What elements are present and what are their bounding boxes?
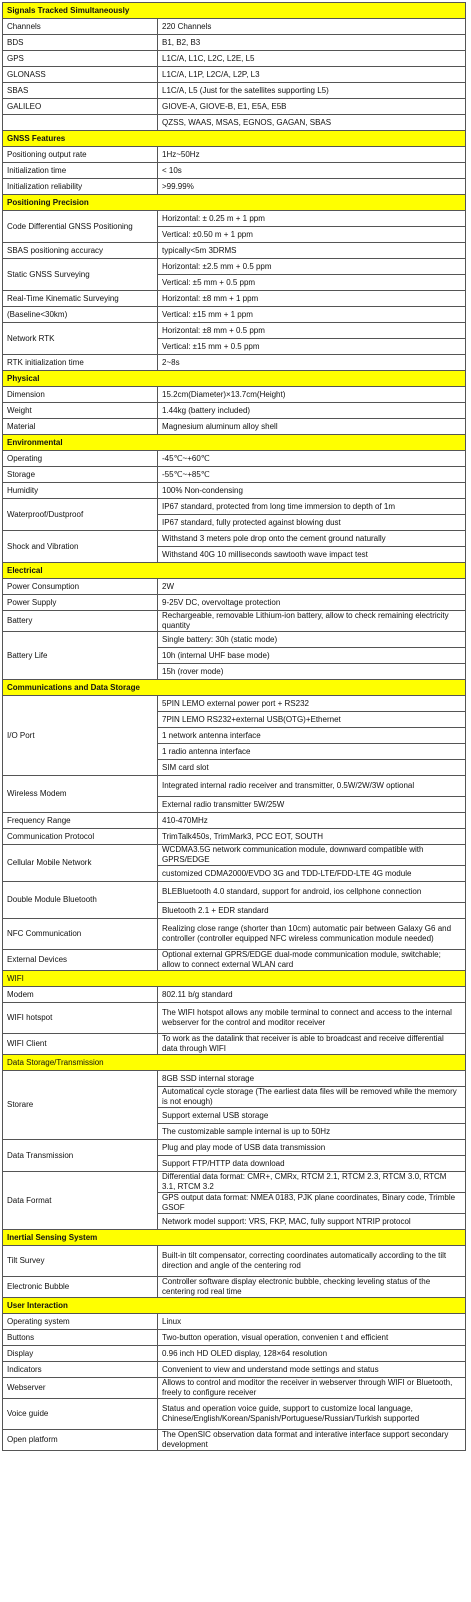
spec-label: Buttons bbox=[3, 1330, 158, 1346]
spec-label: Modem bbox=[3, 987, 158, 1003]
spec-row bbox=[3, 531, 466, 547]
spec-value: The OpenSIC observation data format and interative interface support secondary development bbox=[158, 1430, 466, 1451]
spec-value: B1, B2, B3 bbox=[158, 35, 466, 51]
section-title: Signals Tracked Simultaneously bbox=[3, 3, 466, 19]
spec-value: -45℃~+60℃ bbox=[158, 451, 466, 467]
spec-label: Battery bbox=[3, 611, 158, 632]
spec-label: SBAS bbox=[3, 83, 158, 99]
spec-value: 1Hz~50Hz bbox=[158, 147, 466, 163]
section-title: Physical bbox=[3, 371, 466, 387]
spec-row bbox=[3, 1399, 466, 1430]
section-title: Environmental bbox=[3, 435, 466, 451]
spec-label: Voice guide bbox=[3, 1399, 158, 1430]
spec-row bbox=[3, 1346, 466, 1362]
section-header-physical bbox=[3, 371, 466, 387]
spec-value: Two-button operation, visual operation, convenien t and efficient bbox=[158, 1330, 466, 1346]
spec-label: Static GNSS Surveying bbox=[3, 259, 158, 291]
spec-row bbox=[3, 307, 466, 323]
spec-value: Differential data format: CMR+, CMRx, RTCM 2.1, RTCM 2.3, RTCM 3.0, RTCM 3.1, RTCM 3.2 bbox=[158, 1172, 466, 1193]
spec-row bbox=[3, 1362, 466, 1378]
spec-value: WCDMA3.5G network communication module, downward compatible with GPRS/EDGE bbox=[158, 845, 466, 866]
spec-label: Code Differential GNSS Positioning bbox=[3, 211, 158, 243]
spec-value: QZSS, WAAS, MSAS, EGNOS, GAGAN, SBAS bbox=[158, 115, 466, 131]
spec-label: Positioning output rate bbox=[3, 147, 158, 163]
spec-row bbox=[3, 1314, 466, 1330]
spec-row bbox=[3, 67, 466, 83]
section-header-gnss-features bbox=[3, 131, 466, 147]
spec-row bbox=[3, 51, 466, 67]
spec-value: Vertical: ±0.50 m + 1 ppm bbox=[158, 227, 466, 243]
spec-value: Allows to control and moditor the receiver in webserver through WIFI or Bluetooth, freely to configure receiver bbox=[158, 1378, 466, 1399]
spec-row bbox=[3, 163, 466, 179]
spec-table-body bbox=[3, 3, 466, 1451]
spec-row bbox=[3, 499, 466, 515]
spec-value: The customizable sample internal is up to 50Hz bbox=[158, 1124, 466, 1140]
spec-row bbox=[3, 323, 466, 339]
spec-row bbox=[3, 467, 466, 483]
spec-row bbox=[3, 1071, 466, 1087]
spec-label: (Baseline<30km) bbox=[3, 307, 158, 323]
spec-value: IP67 standard, protected from long time immersion to depth of 1m bbox=[158, 499, 466, 515]
section-header-electrical bbox=[3, 563, 466, 579]
spec-value: SIM card slot bbox=[158, 760, 466, 776]
spec-label: Open platform bbox=[3, 1430, 158, 1451]
spec-row bbox=[3, 882, 466, 903]
spec-label: Network RTK bbox=[3, 323, 158, 355]
spec-value: 7PIN LEMO RS232+external USB(OTG)+Ethernet bbox=[158, 712, 466, 728]
spec-row bbox=[3, 595, 466, 611]
spec-label: Shock and Vibration bbox=[3, 531, 158, 563]
spec-value: TrimTalk450s, TrimMark3, PCC EOT, SOUTH bbox=[158, 829, 466, 845]
spec-label: Data Transmission bbox=[3, 1140, 158, 1172]
spec-value: GPS output data format: NMEA 0183, PJK plane coordinates, Binary code, Trimble GSOF bbox=[158, 1193, 466, 1214]
spec-value: Horizontal: ±8 mm + 0.5 ppm bbox=[158, 323, 466, 339]
spec-label: GALILEO bbox=[3, 99, 158, 115]
spec-label: Data Format bbox=[3, 1172, 158, 1230]
spec-value: Realizing close range (shorter than 10cm) automatic pair between Galaxy G6 and controller (controller equipped NFC wireless communication module needed) bbox=[158, 919, 466, 950]
section-title: Inertial Sensing System bbox=[3, 1230, 466, 1246]
spec-value: typically<5m 3DRMS bbox=[158, 243, 466, 259]
spec-label: NFC Communication bbox=[3, 919, 158, 950]
spec-row bbox=[3, 83, 466, 99]
spec-row bbox=[3, 179, 466, 195]
spec-value: Controller software display electronic bubble, checking leveling status of the centering rod real time bbox=[158, 1277, 466, 1298]
spec-row bbox=[3, 387, 466, 403]
spec-value: Built-in tilt compensator, correcting coordinates automatically according to the tilt direction and angle of the centering rod bbox=[158, 1246, 466, 1277]
spec-label: Channels bbox=[3, 19, 158, 35]
spec-row bbox=[3, 919, 466, 950]
spec-row bbox=[3, 19, 466, 35]
spec-label: Weight bbox=[3, 403, 158, 419]
spec-value: 802.11 b/g standard bbox=[158, 987, 466, 1003]
spec-label: Power Supply bbox=[3, 595, 158, 611]
spec-label: BDS bbox=[3, 35, 158, 51]
spec-value: 15.2cm(Diameter)×13.7cm(Height) bbox=[158, 387, 466, 403]
spec-label: I/O Port bbox=[3, 696, 158, 776]
spec-label bbox=[3, 115, 158, 131]
section-header-inertial-sensing-system bbox=[3, 1230, 466, 1246]
spec-value: Vertical: ±15 mm + 0.5 ppm bbox=[158, 339, 466, 355]
spec-value: 10h (internal UHF base mode) bbox=[158, 648, 466, 664]
spec-row bbox=[3, 829, 466, 845]
spec-value: Horizontal: ±2.5 mm + 0.5 ppm bbox=[158, 259, 466, 275]
spec-row bbox=[3, 355, 466, 371]
spec-value: Horizontal: ± 0.25 m + 1 ppm bbox=[158, 211, 466, 227]
spec-label: External Devices bbox=[3, 950, 158, 971]
spec-row bbox=[3, 1277, 466, 1298]
spec-label: Dimension bbox=[3, 387, 158, 403]
spec-value: L1C/A, L1P, L2C/A, L2P, L3 bbox=[158, 67, 466, 83]
spec-value: Network model support: VRS, FKP, MAC, fully support NTRIP protocol bbox=[158, 1214, 466, 1230]
spec-row bbox=[3, 950, 466, 971]
spec-label: Material bbox=[3, 419, 158, 435]
spec-value: To work as the datalink that receiver is able to broadcast and receive differential data through WIFI bbox=[158, 1034, 466, 1055]
spec-label: Storage bbox=[3, 467, 158, 483]
spec-value: < 10s bbox=[158, 163, 466, 179]
spec-value: 100% Non-condensing bbox=[158, 483, 466, 499]
spec-label: Battery Life bbox=[3, 632, 158, 680]
spec-row bbox=[3, 1246, 466, 1277]
section-header-signals-tracked-simultaneously bbox=[3, 3, 466, 19]
spec-value: Rechargeable, removable Lithium-ion battery, allow to check remaining electricity quantity bbox=[158, 611, 466, 632]
spec-row bbox=[3, 243, 466, 259]
spec-value: 8GB SSD internal storage bbox=[158, 1071, 466, 1087]
section-title: GNSS Features bbox=[3, 131, 466, 147]
spec-value: -55℃~+85℃ bbox=[158, 467, 466, 483]
spec-value: BLEBluetooth 4.0 standard, support for android, ios cellphone connection bbox=[158, 882, 466, 903]
spec-row bbox=[3, 99, 466, 115]
spec-table bbox=[2, 2, 466, 1451]
spec-value: 1 radio antenna interface bbox=[158, 744, 466, 760]
spec-label: Wireless Modem bbox=[3, 776, 158, 813]
spec-value: customized CDMA2000/EVDO 3G and TDD-LTE/FDD-LTE 4G module bbox=[158, 866, 466, 882]
spec-row bbox=[3, 1172, 466, 1193]
spec-row bbox=[3, 1430, 466, 1451]
spec-row bbox=[3, 696, 466, 712]
spec-label: Display bbox=[3, 1346, 158, 1362]
spec-row bbox=[3, 579, 466, 595]
spec-row bbox=[3, 813, 466, 829]
spec-label: Operating bbox=[3, 451, 158, 467]
spec-label: Humidity bbox=[3, 483, 158, 499]
spec-row bbox=[3, 845, 466, 866]
spec-value: Automatical cycle storage (The earliest data files will be removed while the memory is not enough) bbox=[158, 1087, 466, 1108]
spec-row bbox=[3, 211, 466, 227]
spec-label: Webserver bbox=[3, 1378, 158, 1399]
spec-label: WIFI Client bbox=[3, 1034, 158, 1055]
spec-row bbox=[3, 419, 466, 435]
spec-value: External radio transmitter 5W/25W bbox=[158, 797, 466, 813]
spec-value: Integrated internal radio receiver and transmitter, 0.5W/2W/3W optional bbox=[158, 776, 466, 797]
section-title: Data Storage/Transmission bbox=[3, 1055, 466, 1071]
section-header-wifi bbox=[3, 971, 466, 987]
spec-value: 220 Channels bbox=[158, 19, 466, 35]
spec-row bbox=[3, 1140, 466, 1156]
spec-value: 0.96 inch HD OLED display, 128×64 resolution bbox=[158, 1346, 466, 1362]
spec-value: Horizontal: ±8 mm + 1 ppm bbox=[158, 291, 466, 307]
section-title: Electrical bbox=[3, 563, 466, 579]
spec-label: Initialization time bbox=[3, 163, 158, 179]
spec-value: >99.99% bbox=[158, 179, 466, 195]
spec-row bbox=[3, 291, 466, 307]
spec-row bbox=[3, 1330, 466, 1346]
section-title: Positioning Precision bbox=[3, 195, 466, 211]
spec-label: Communication Protocol bbox=[3, 829, 158, 845]
spec-value: The WIFI hotspot allows any mobile terminal to connect and access to the internal webserver for the control and moditor receiver bbox=[158, 1003, 466, 1034]
spec-value: 2W bbox=[158, 579, 466, 595]
spec-row bbox=[3, 483, 466, 499]
spec-value: 410-470MHz bbox=[158, 813, 466, 829]
spec-label: Storare bbox=[3, 1071, 158, 1140]
spec-row bbox=[3, 1003, 466, 1034]
spec-value: Withstand 3 meters pole drop onto the cement ground naturally bbox=[158, 531, 466, 547]
spec-label: GLONASS bbox=[3, 67, 158, 83]
spec-label: Real-Time Kinematic Surveying bbox=[3, 291, 158, 307]
spec-row bbox=[3, 115, 466, 131]
spec-label: SBAS positioning accuracy bbox=[3, 243, 158, 259]
spec-value: Single battery: 30h (static mode) bbox=[158, 632, 466, 648]
spec-value: 1.44kg (battery included) bbox=[158, 403, 466, 419]
spec-value: Status and operation voice guide, support to customize local language, Chinese/English/Korean/Spanish/Portuguese/Russian/Turkish supported bbox=[158, 1399, 466, 1430]
spec-value: Bluetooth 2.1 + EDR standard bbox=[158, 903, 466, 919]
spec-row bbox=[3, 259, 466, 275]
spec-value: 15h (rover mode) bbox=[158, 664, 466, 680]
spec-value: L1C/A, L1C, L2C, L2E, L5 bbox=[158, 51, 466, 67]
spec-value: Support external USB storage bbox=[158, 1108, 466, 1124]
spec-row bbox=[3, 776, 466, 797]
spec-label: RTK initialization time bbox=[3, 355, 158, 371]
spec-value: L1C/A, L5 (Just for the satellites supporting L5) bbox=[158, 83, 466, 99]
spec-label: Cellular Mobile Network bbox=[3, 845, 158, 882]
spec-value: Vertical: ±5 mm + 0.5 ppm bbox=[158, 275, 466, 291]
spec-value: 1 network antenna interface bbox=[158, 728, 466, 744]
spec-label: Tilt Survey bbox=[3, 1246, 158, 1277]
spec-value: Convenient to view and understand mode settings and status bbox=[158, 1362, 466, 1378]
spec-value: 2~8s bbox=[158, 355, 466, 371]
spec-row bbox=[3, 1378, 466, 1399]
spec-row bbox=[3, 987, 466, 1003]
spec-row bbox=[3, 1034, 466, 1055]
spec-label: Waterproof/Dustproof bbox=[3, 499, 158, 531]
spec-value: Withstand 40G 10 milliseconds sawtooth wave impact test bbox=[158, 547, 466, 563]
spec-sheet bbox=[2, 2, 465, 1451]
spec-label: Indicators bbox=[3, 1362, 158, 1378]
section-title: User Interaction bbox=[3, 1298, 466, 1314]
spec-value: 5PIN LEMO external power port + RS232 bbox=[158, 696, 466, 712]
section-header-environmental bbox=[3, 435, 466, 451]
spec-value: IP67 standard, fully protected against blowing dust bbox=[158, 515, 466, 531]
spec-value: Magnesium aluminum alloy shell bbox=[158, 419, 466, 435]
spec-row bbox=[3, 403, 466, 419]
spec-row bbox=[3, 451, 466, 467]
spec-value: Support FTP/HTTP data download bbox=[158, 1156, 466, 1172]
spec-value: GIOVE-A, GIOVE-B, E1, E5A, E5B bbox=[158, 99, 466, 115]
spec-value: 9-25V DC, overvoltage protection bbox=[158, 595, 466, 611]
spec-label: Power Consumption bbox=[3, 579, 158, 595]
spec-label: WIFI hotspot bbox=[3, 1003, 158, 1034]
spec-row bbox=[3, 632, 466, 648]
spec-label: Double Module Bluetooth bbox=[3, 882, 158, 919]
spec-value: Optional external GPRS/EDGE dual-mode communication module, switchable; allow to connect external WLAN card bbox=[158, 950, 466, 971]
spec-label: Initialization reliability bbox=[3, 179, 158, 195]
section-title: Communications and Data Storage bbox=[3, 680, 466, 696]
spec-label: Operating system bbox=[3, 1314, 158, 1330]
spec-row bbox=[3, 35, 466, 51]
spec-label: Electronic Bubble bbox=[3, 1277, 158, 1298]
spec-row bbox=[3, 147, 466, 163]
spec-row bbox=[3, 611, 466, 632]
spec-value: Linux bbox=[158, 1314, 466, 1330]
spec-value: Vertical: ±15 mm + 1 ppm bbox=[158, 307, 466, 323]
section-header-communications-and-data-storage bbox=[3, 680, 466, 696]
section-header-user-interaction bbox=[3, 1298, 466, 1314]
spec-label: Frequency Range bbox=[3, 813, 158, 829]
spec-value: Plug and play mode of USB data transmission bbox=[158, 1140, 466, 1156]
section-title: WIFI bbox=[3, 971, 466, 987]
section-header-positioning-precision bbox=[3, 195, 466, 211]
section-header-data-storage-transmission bbox=[3, 1055, 466, 1071]
spec-label: GPS bbox=[3, 51, 158, 67]
